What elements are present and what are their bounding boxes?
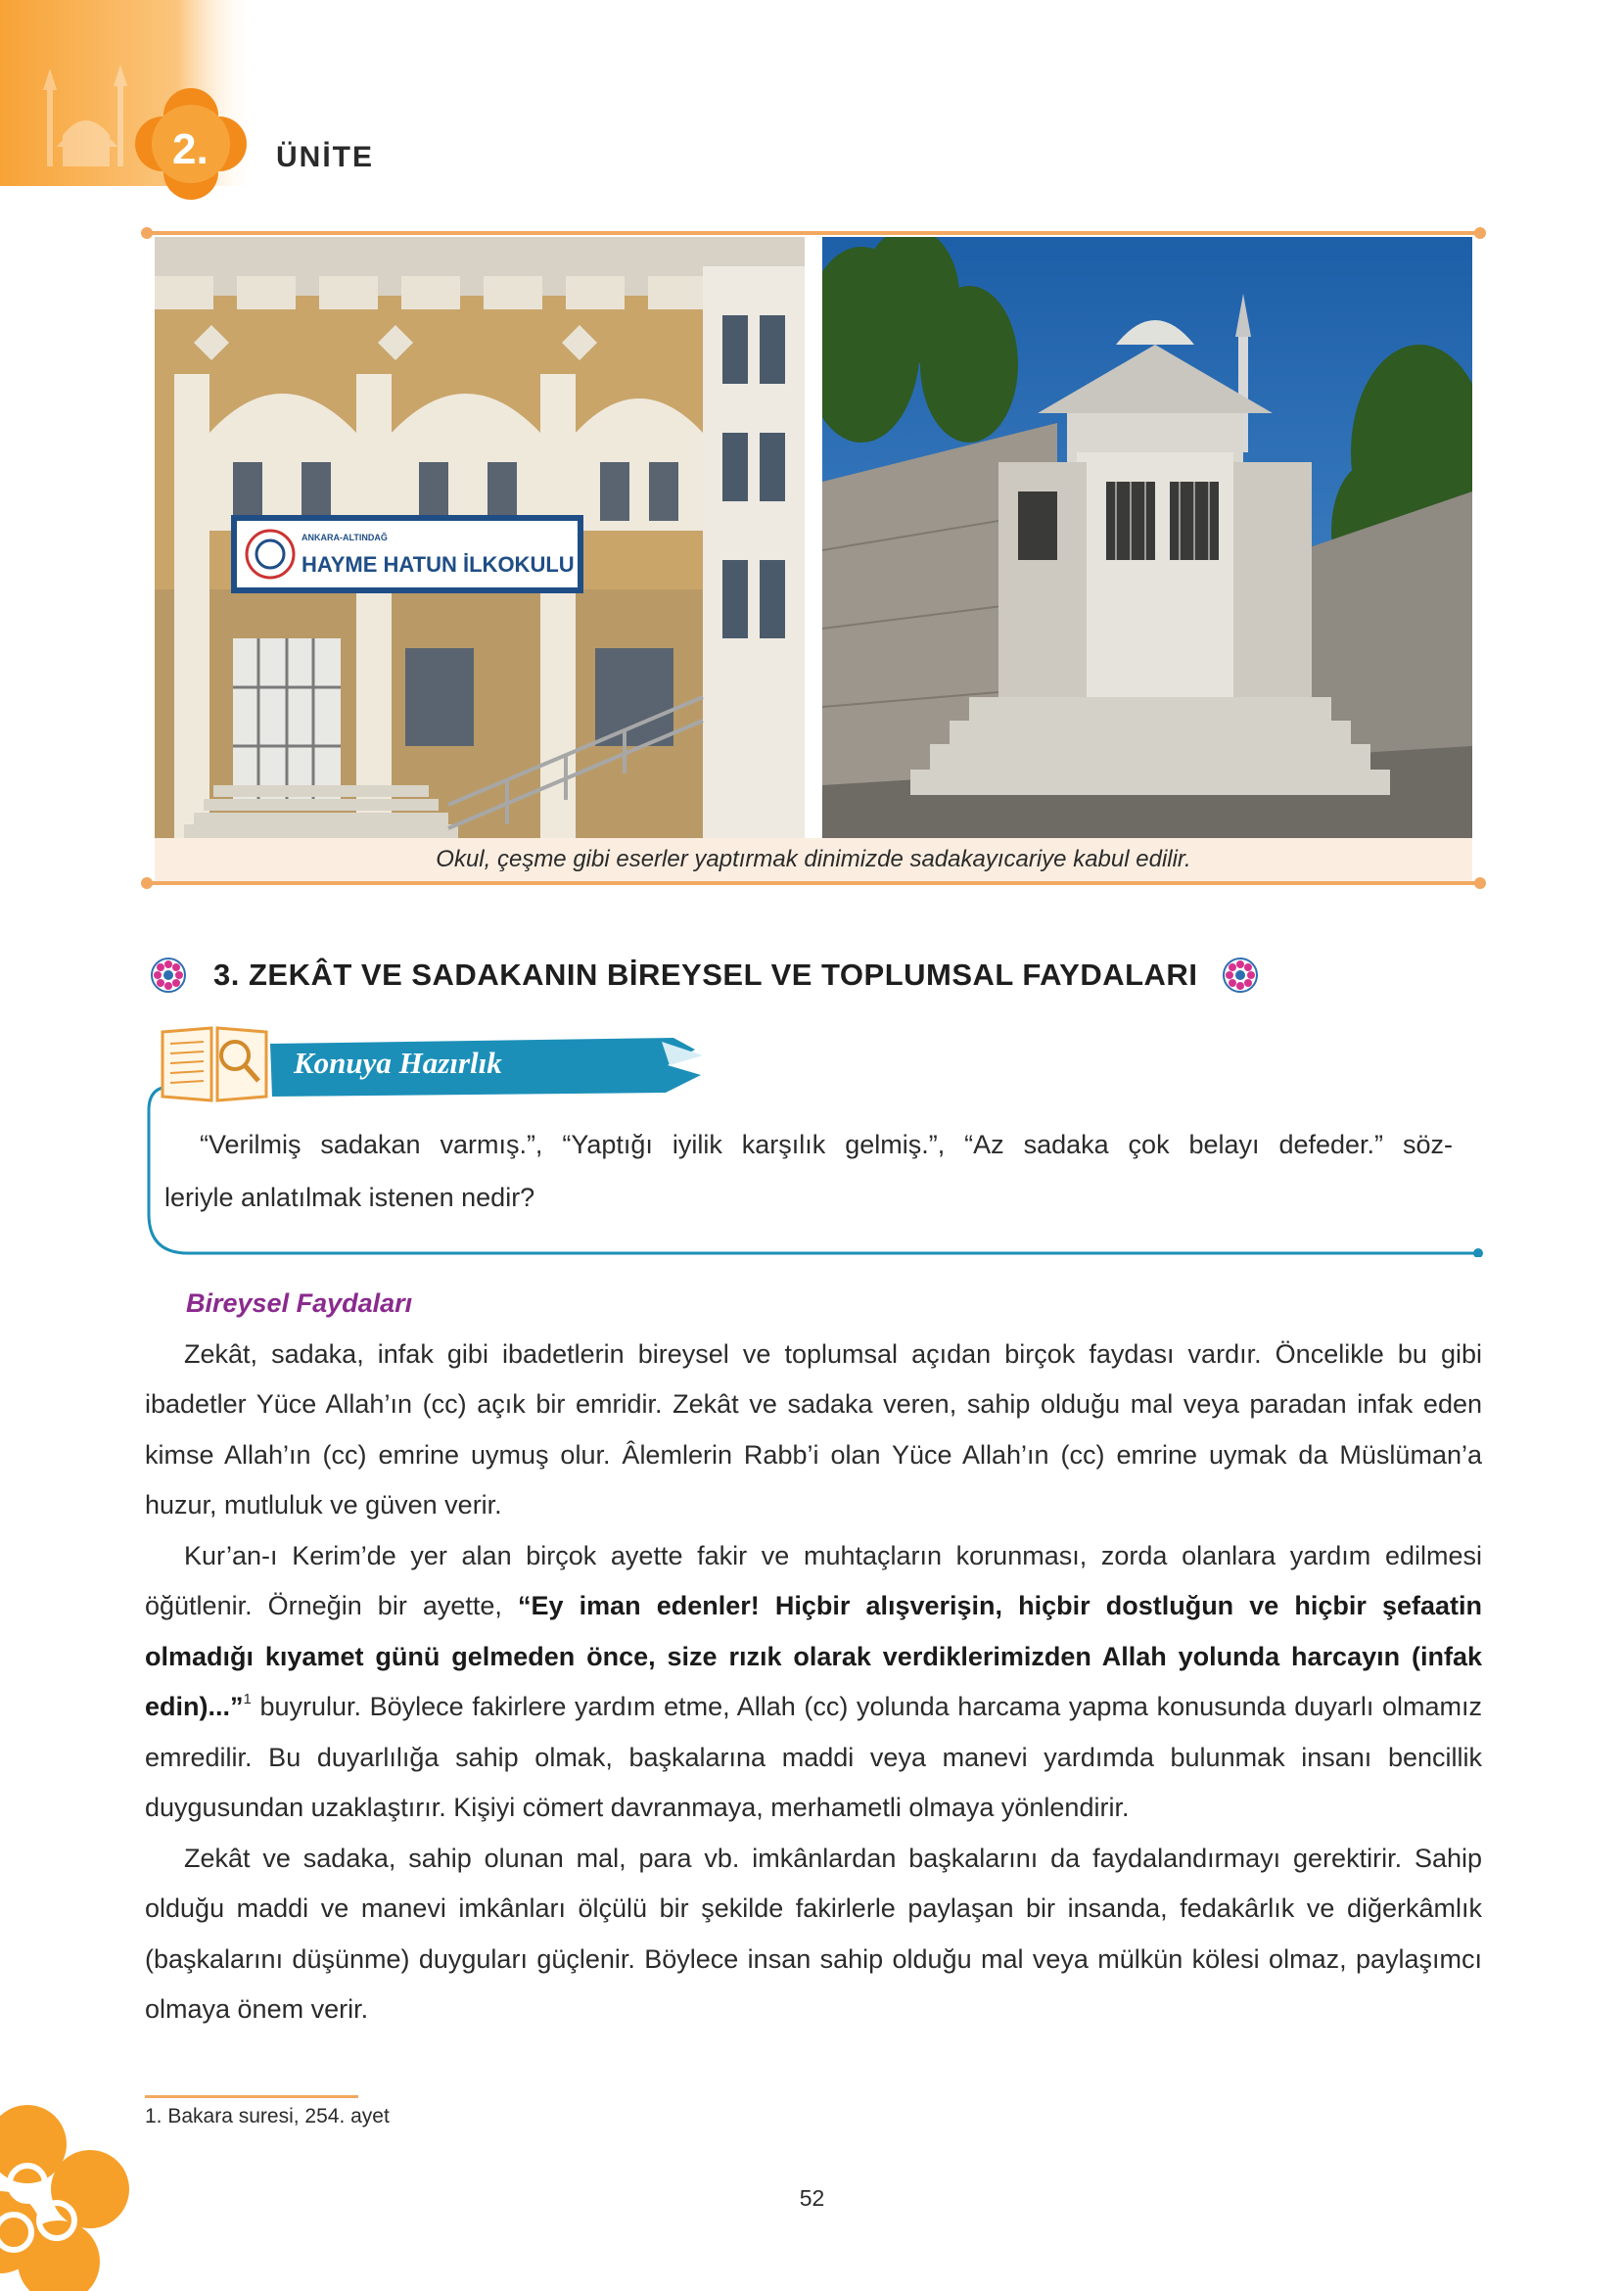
paragraph: Zekât ve sadaka, sahip olunan mal, para vb. imkânlardan başkalarını da faydalandırmayı gerektirir. Sahip olduğu maddi ve manevi imkânları ölçülü bir şekilde fakirlerle paylaşan bir insanda, fedakârlık ve diğerkâmlık (başkalarını düşünme) duyguları güçlenir. Böylece insan sahip olduğu mal veya mülkün kölesi olmaz, paylaşımcı olmaya önem verir. — [145, 1843, 1482, 2024]
footnote-rule — [145, 2095, 358, 2098]
frame-line-top — [145, 231, 1482, 235]
sign-main-text: HAYME HATUN İLKOKULU — [302, 552, 575, 577]
prep-question-line: “Verilmiş sadakan varmış.”, “Yaptığı iyilik karşılık gelmiş.”, “Az sadaka çok belayı defeder.” söz- — [200, 1130, 1453, 1159]
paragraph-text: buyrulur. Böylece fakirlere yardım etme, Allah (cc) yolunda harcama yapma konusunda duyarlı olmamız emredilir. Bu duyarlılığa sahip olmak, başkalarına maddi veya manevi yardımda bulunmak insanı bencillik duygusundan uzaklaştırır. Kişiyi cömert davranmaya, merhametli olmaya yönlendirir. — [145, 1692, 1482, 1822]
unit-number: 2. — [172, 125, 209, 173]
ayet-quote: “Ey iman edenler! Hiçbir alışverişin, hiçbir dostluğun ve hiçbir şefaatin olmadığı kıyamet günü gelmeden önce, size rızık olarak verdiklerimizden Allah yolunda harcayın (infak edin)...” — [145, 1591, 1483, 1721]
photo-caption-bar — [155, 838, 1472, 881]
open-book-icon — [157, 1022, 274, 1104]
prep-question — [145, 1118, 1486, 1224]
paragraph — [145, 1531, 1482, 1834]
photo-frame — [145, 231, 1482, 887]
page-number: 52 — [799, 2185, 825, 2211]
sign-top-text: ANKARA-ALTINDAĞ — [302, 533, 388, 542]
flower-ornament-icon — [1221, 956, 1260, 995]
footnote: 1. Bakara suresi, 254. ayet — [145, 2105, 390, 2127]
section-title: 3. ZEKÂT VE SADAKANIN BİREYSEL VE TOPLUMSAL FAYDALARI — [213, 958, 1198, 992]
prep-box — [145, 1022, 1486, 1257]
frame-dot — [141, 877, 153, 889]
unit-label: ÜNİTE — [276, 141, 374, 173]
subhead-bireysel: Bireysel Faydaları — [186, 1288, 413, 1318]
footnote-ref: 1 — [243, 1691, 252, 1707]
paragraph-text: Kur’an-ı Kerim’de yer alan birçok ayette fakir ve muhtaçların korunması, zorda olanlara yardım edilmesi öğütlenir. Örneğin bir ayette, — [145, 1540, 1482, 1620]
frame-dot — [141, 227, 153, 239]
frame-line-bottom — [145, 881, 1482, 885]
fountain-photo — [822, 237, 1472, 838]
body-text — [145, 1279, 1482, 2035]
frame-dot — [1474, 877, 1486, 889]
flower-ornament-icon — [149, 956, 188, 995]
frame-dot — [1474, 227, 1486, 239]
photo-caption: Okul, çeşme gibi eserler yaptırmak dinimizde sadakayıcariye kabul edilir. — [436, 846, 1191, 872]
section-heading — [149, 952, 1421, 999]
prep-question-line: leriyle anlatılmak istenen nedir? — [164, 1183, 535, 1212]
school-building-photo — [155, 237, 805, 838]
paragraph: Zekât, sadaka, infak gibi ibadetlerin bireysel ve toplumsal açıdan birçok faydası vardır. Öncelikle bu gibi ibadetler Yüce Allah’ın (cc) açık bir emridir. Zekât ve sadaka veren, sahip olduğu mal veya paradan infak eden kimse Allah’ın (cc) emrine uymuş olur. Âlemlerin Rabb’i olan Yüce Allah’ın (cc) emrine uymak da Müslüman’a huzur, mutluluk ve güven verir. — [145, 1338, 1482, 1520]
prep-label: Konuya Hazırlık — [294, 1046, 502, 1080]
